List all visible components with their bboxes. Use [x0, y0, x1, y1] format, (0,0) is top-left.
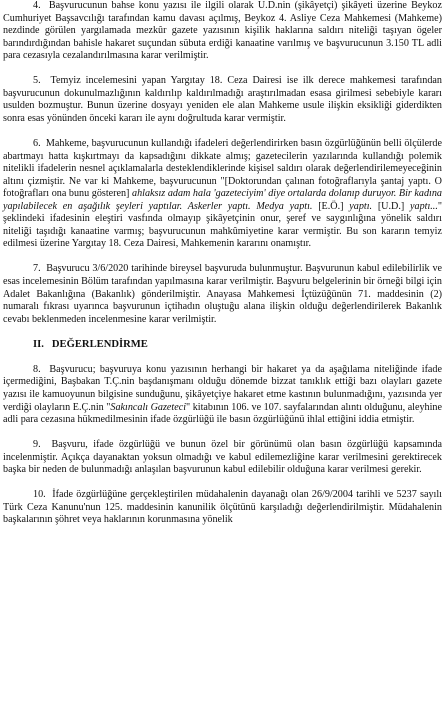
paragraph-spacer	[3, 251, 442, 264]
paragraph-8-text-2: " kitabının 106. ve 107. sayfalarından alıntı olduğunu, aleyhine adli para cezasına hükmedilmesinin ifade özgürlüğü ile basın özgürlüğünü ihlal ettiğini iddia etmiştir.	[3, 401, 442, 426]
paragraph-6-text-2: [E.Ö.]	[312, 200, 350, 212]
paragraph-spacer	[3, 125, 442, 138]
paragraph-8-book-title: Sakıncalı Gazeteci	[110, 401, 187, 413]
paragraph-6-text-1: 6. Mahkeme, başvurucunun kullandığı ifadeleri değerlendirirken basın özgürlüğünün belli ölçülerde abartmayı hatta kışkırtmayı da kapsadığını dikkate almış; gazetecilerin yazılarında kullandığı polemik nitelikli ifadelerin nesnel açıklamalarla desteklendiklerinde kişisel saldırı olarak değerlendirilemeyeceğinin altını çizmiştir. Ne var ki Mahkeme, başvurucunun "[Doktorundan çalınan fotoğraflarıyla şantaj yaptı. O fotoğrafları ona bunu gösteren]	[3, 138, 442, 200]
paragraph-6-quote-italic-3: yaptı...	[410, 200, 438, 212]
paragraph-6-text-3: [U.D.]	[372, 200, 411, 212]
paragraph-spacer	[3, 477, 442, 490]
paragraph-7: 7. Başvurucu 3/6/2020 tarihinde bireysel başvuruda bulunmuştur. Başvurunun kabul edilebilirlik ve esas incelemesinin Bölüm tarafından yapılmasına karar verilmiştir. Başvuru belgelerinin bir örneği bilgi için Adalet Bakanlığına (Bakanlık) gönderilmiştir. Anayasa Mahkemesi İçtüzüğünün 71. maddesinin (2) numaralı fıkrası uyarınca başvurunun içtihadın oluştuğu alana ilişkin olduğu değerlendirilerek Bakanlık cevabı beklenmeden incelenmesine karar verilmiştir.	[3, 263, 442, 325]
paragraph-6-quote-italic-2: yaptı.	[349, 200, 373, 212]
section-number: II.	[33, 338, 44, 350]
paragraph-spacer	[3, 427, 442, 440]
paragraph-spacer	[3, 63, 442, 76]
paragraph-spacer	[3, 351, 442, 364]
paragraph-6-quote-italic-1: ahlaksız adam hala 'gazeteciyim' diye ortalarda dolanıp duruyor. Bir kadına yapılabilecek en aşağılık şeyleri yaptılar. Askerler yaptı. Medya yaptı.	[3, 188, 442, 212]
section-heading	[3, 339, 442, 352]
paragraph-5: 5. Temyiz incelemesini yapan Yargıtay 18. Ceza Dairesi ise ilk derece mahkemesi tarafından başvurucunun dokunulmazlığının kaldırılıp kaldırılmadığı araştırılmadan esasa girilmesi sebebiyle kararı usulden bozmuştur. Bunun üzerine dosyayı yeniden ele alan Mahkeme usule ilişkin eksikliği giderdikten sonra esas yönünden önceki kararı ile aynı doğrultuda karar vermiştir.	[3, 75, 442, 124]
paragraph-10: 10. İfade özgürlüğüne gerçekleştirilen müdahalenin dayanağı olan 26/9/2004 tarihli ve 5237 sayılı Türk Ceza Kanunu'nun 125. maddesinin kanunilik ölçütünü karşıladığı değerlendirilmiştir. Müdahalenin başkalarının şöhret veya haklarının korunmasına yönelik	[3, 489, 442, 526]
paragraph-6-text-4: " şeklindeki ifadesinin eleştiri vasfında olmayıp şikâyetçinin onur, şeref ve saygınlığına yönelik saldırı niteliği taşıdığı kanaatine varmış; başvurucunun mahkûmiyetine karar vermiştir. Bu son kararın temyiz edilmesi üzerine Yargıtay 18. Ceza Dairesi, Mahkemenin kararını onamıştır.	[3, 200, 442, 250]
paragraph-9: 9. Başvuru, ifade özgürlüğü ve bunun özel bir görünümü olan basın özgürlüğü kapsamında incelenmiştir. Açıkça dayanaktan yoksun olmadığı ve kabul edilemezliğine karar verilmesini gerektirecek başka bir neden de bulunmadığı anlaşılan başvurunun kabul edilebilir olduğuna karar verilmesi gerekir.	[3, 439, 442, 476]
paragraph-spacer	[3, 326, 442, 339]
paragraph-8-text-1: 8. Başvurucu; başvuruya konu yazısının herhangi bir hakaret ya da aşağılama niteliğinde ifade içermediğini, Başbakan T.Ç.nin başdanışmanı olduğu dönemde bizzat tanıklık ettiği bazı olayları gazete yazısı ile kamuoyunun bilgisine sunduğunu, şikâyetçiye hakaret etme kastının bulunmadığını, yazısında yer verdiği olayların E.Ç.nin "	[3, 363, 442, 413]
paragraph-8	[3, 364, 442, 427]
paragraph-4: 4. Başvurucunun bahse konu yazısı ile ilgili olarak U.D.nin (şikâyetçi) şikâyeti üzerine Beykoz Cumhuriyet Başsavcılığı tarafından kamu davası açılmış, Beykoz 4. Asliye Ceza Mahkemesi (Mahkeme) nezdinde görülen yargılamada mezkûr gazete yazısının kişilik haklarına saldırı niteliği taşıyan ögeler barındırdığından bahisle hakaret suçundan sübuta erdiği kanaatine varılmış ve başvurucunun 3.150 TL adli para cezasıyla cezalandırılmasına karar verilmiştir.	[3, 0, 442, 62]
paragraph-6	[3, 138, 442, 251]
section-title: DEĞERLENDİRME	[51, 338, 148, 350]
